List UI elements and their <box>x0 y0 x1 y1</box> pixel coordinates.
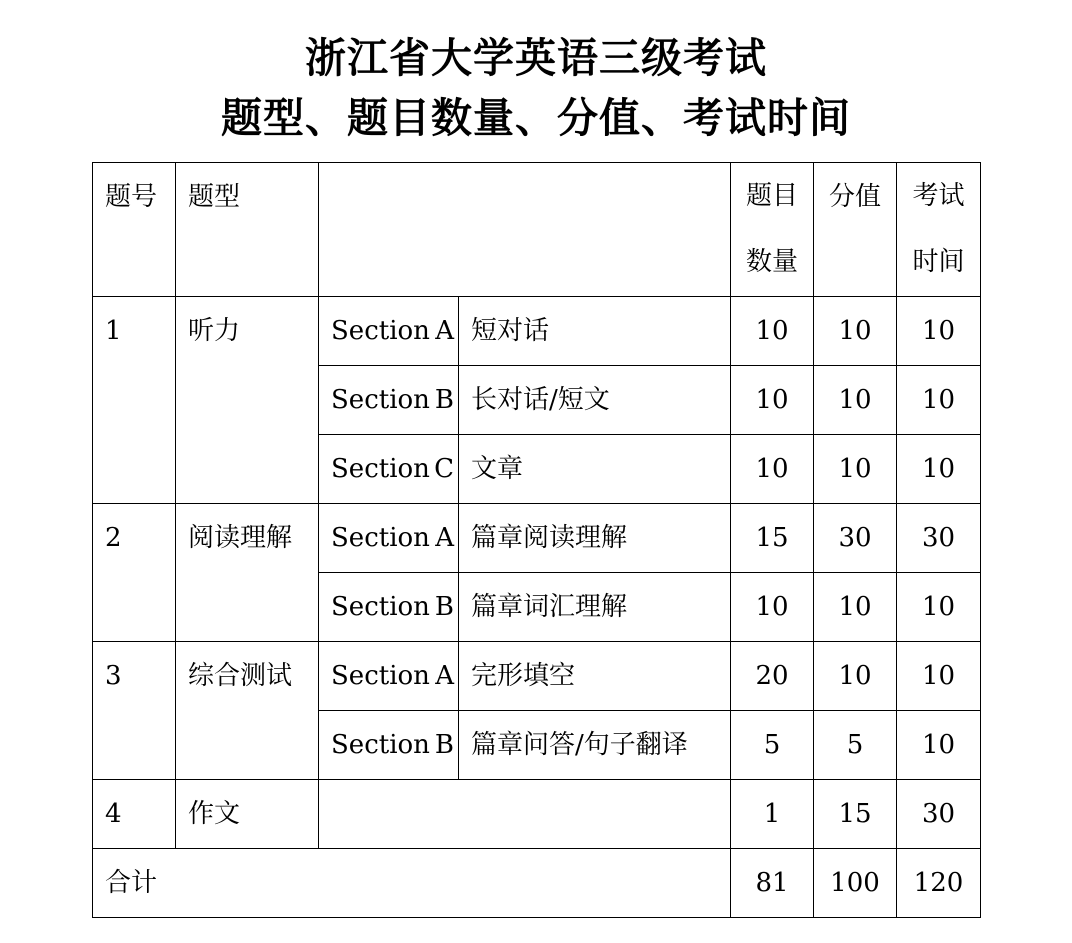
row-type: 听力 <box>176 297 319 504</box>
row-count: 10 <box>731 366 814 435</box>
table-row <box>93 504 981 573</box>
row-score: 15 <box>814 780 897 849</box>
row-time: 30 <box>897 504 981 573</box>
total-count: 81 <box>731 849 814 918</box>
row-desc: 篇章问答/句子翻译 <box>459 711 731 780</box>
header-time: 考试 时间 <box>897 163 981 297</box>
row-section-blank <box>319 780 731 849</box>
row-count: 15 <box>731 504 814 573</box>
total-time: 120 <box>897 849 981 918</box>
title-line-1: 浙江省大学英语三级考试 <box>305 34 767 82</box>
header-score: 分值 <box>814 163 897 297</box>
row-count: 20 <box>731 642 814 711</box>
row-no: 4 <box>93 780 176 849</box>
row-score: 5 <box>814 711 897 780</box>
row-time: 30 <box>897 780 981 849</box>
row-section: Section B <box>319 573 459 642</box>
row-score: 10 <box>814 642 897 711</box>
table-header-row <box>93 163 981 297</box>
row-count: 10 <box>731 573 814 642</box>
row-type: 作文 <box>176 780 319 849</box>
row-count: 10 <box>731 297 814 366</box>
title-line-2: 题型、题目数量、分值、考试时间 <box>221 94 851 142</box>
table-row <box>93 780 981 849</box>
row-score: 10 <box>814 435 897 504</box>
row-section: Section B <box>319 366 459 435</box>
row-no: 1 <box>93 297 176 504</box>
row-time: 10 <box>897 573 981 642</box>
table-row <box>93 297 981 366</box>
row-desc: 篇章词汇理解 <box>459 573 731 642</box>
exam-structure-table <box>92 162 981 918</box>
header-blank <box>319 163 731 297</box>
row-section: Section A <box>319 642 459 711</box>
row-time: 10 <box>897 642 981 711</box>
table-row <box>93 642 981 711</box>
row-desc: 短对话 <box>459 297 731 366</box>
row-desc: 文章 <box>459 435 731 504</box>
row-no: 2 <box>93 504 176 642</box>
row-score: 10 <box>814 573 897 642</box>
document-title <box>0 28 1072 148</box>
row-time: 10 <box>897 435 981 504</box>
total-row <box>93 849 981 918</box>
row-time: 10 <box>897 366 981 435</box>
row-section: Section A <box>319 297 459 366</box>
row-count: 5 <box>731 711 814 780</box>
row-count: 1 <box>731 780 814 849</box>
row-desc: 篇章阅读理解 <box>459 504 731 573</box>
row-count: 10 <box>731 435 814 504</box>
row-section: Section C <box>319 435 459 504</box>
total-score: 100 <box>814 849 897 918</box>
total-label: 合计 <box>93 849 731 918</box>
header-type: 题型 <box>176 163 319 297</box>
row-section: Section A <box>319 504 459 573</box>
row-score: 10 <box>814 297 897 366</box>
row-type: 综合测试 <box>176 642 319 780</box>
row-no: 3 <box>93 642 176 780</box>
row-section: Section B <box>319 711 459 780</box>
header-no: 题号 <box>93 163 176 297</box>
row-score: 10 <box>814 366 897 435</box>
row-desc: 完形填空 <box>459 642 731 711</box>
row-desc: 长对话/短文 <box>459 366 731 435</box>
row-time: 10 <box>897 711 981 780</box>
row-type: 阅读理解 <box>176 504 319 642</box>
row-score: 30 <box>814 504 897 573</box>
header-count: 题目 数量 <box>731 163 814 297</box>
row-time: 10 <box>897 297 981 366</box>
